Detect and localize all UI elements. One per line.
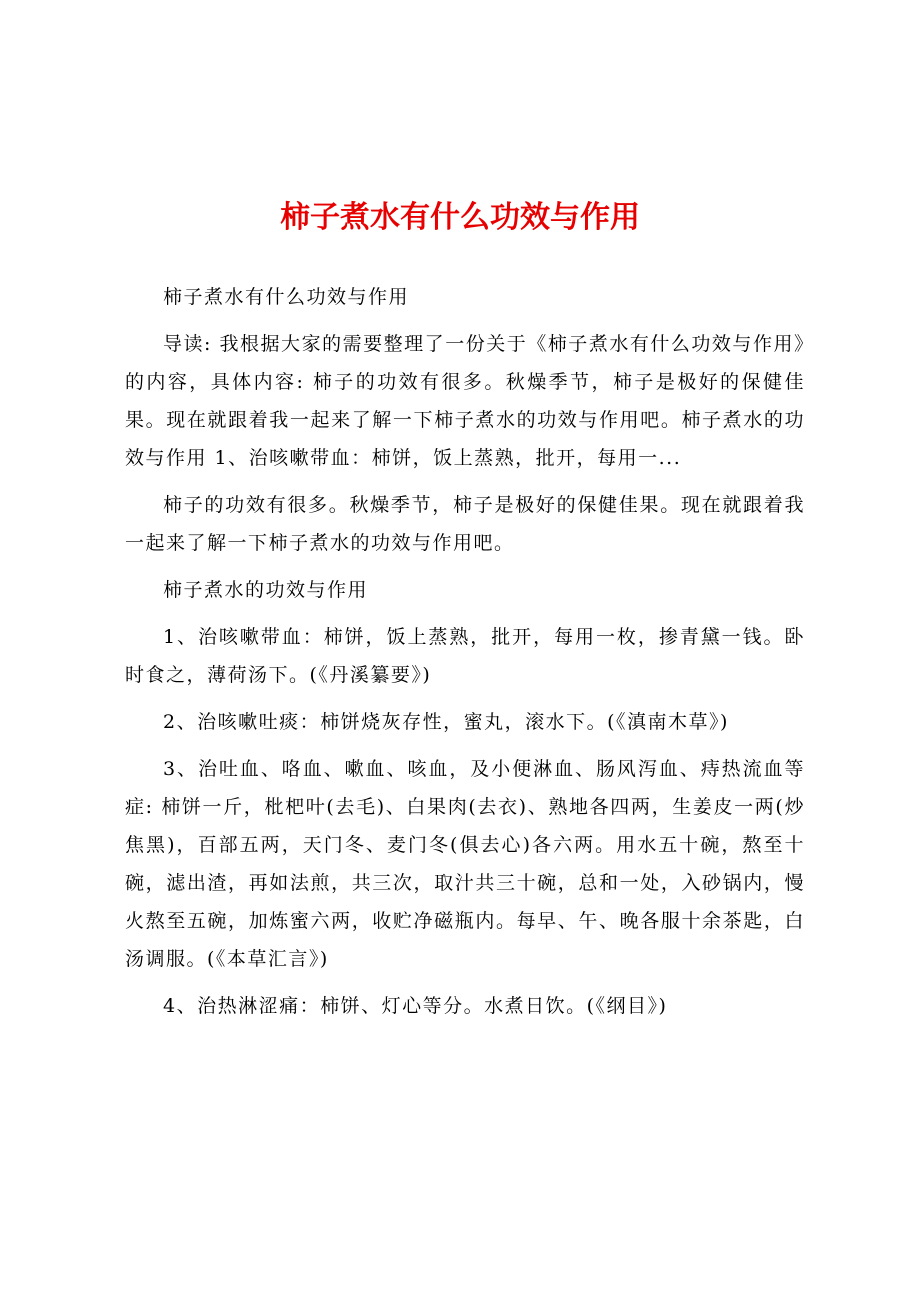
document-title: 柿子煮水有什么功效与作用	[280, 200, 640, 235]
paragraph-intro: 导读: 我根据大家的需要整理了一份关于《柿子煮水有什么功效与作用》的内容，具体内容: 柿子的功效有很多。秋燥季节，柿子是极好的保健佳果。现在就跟着我一起来了解一下柿子煮水的功效与作用吧。柿子煮水的功效与作用 1、治咳嗽带血：柿饼，饭上蒸熟，批开，每用一...	[125, 333, 805, 469]
document-body	[125, 278, 805, 1034]
paragraph-subtitle: 柿子煮水有什么功效与作用	[163, 286, 410, 308]
paragraph-item-4: 4、治热淋涩痛：柿饼、灯心等分。水煮日饮。(《纲目》)	[163, 995, 668, 1017]
paragraph-section-heading: 柿子煮水的功效与作用	[163, 579, 369, 601]
paragraph-item-2: 2、治咳嗽吐痰：柿饼烧灰存性，蜜丸，滚水下。(《滇南木草》)	[163, 711, 729, 733]
paragraph-item-3: 3、治吐血、咯血、嗽血、咳血，及小便淋血、肠风泻血、痔热流血等症: 柿饼一斤，枇杷叶(去毛)、白果肉(去衣)、熟地各四两，生姜皮一两(炒焦黑)，百部五两，天门冬、麦门冬(俱去心)各六两。用水五十碗，熬至十碗，滤出渣，再如法煎，共三次，取汁共三十碗，总和一处，入砂锅内，慢火熬至五碗，加炼蜜六两，收贮净磁瓶内。每早、午、晚各服十余茶匙，白汤调服。(《本草汇言》)	[125, 758, 805, 970]
paragraph-item-1: 1、治咳嗽带血：柿饼，饭上蒸熟，批开，每用一枚，掺青黛一钱。卧时食之，薄荷汤下。(《丹溪纂要》)	[125, 626, 805, 686]
paragraph-summary: 柿子的功效有很多。秋燥季节，柿子是极好的保健佳果。现在就跟着我一起来了解一下柿子煮水的功效与作用吧。	[125, 494, 805, 554]
